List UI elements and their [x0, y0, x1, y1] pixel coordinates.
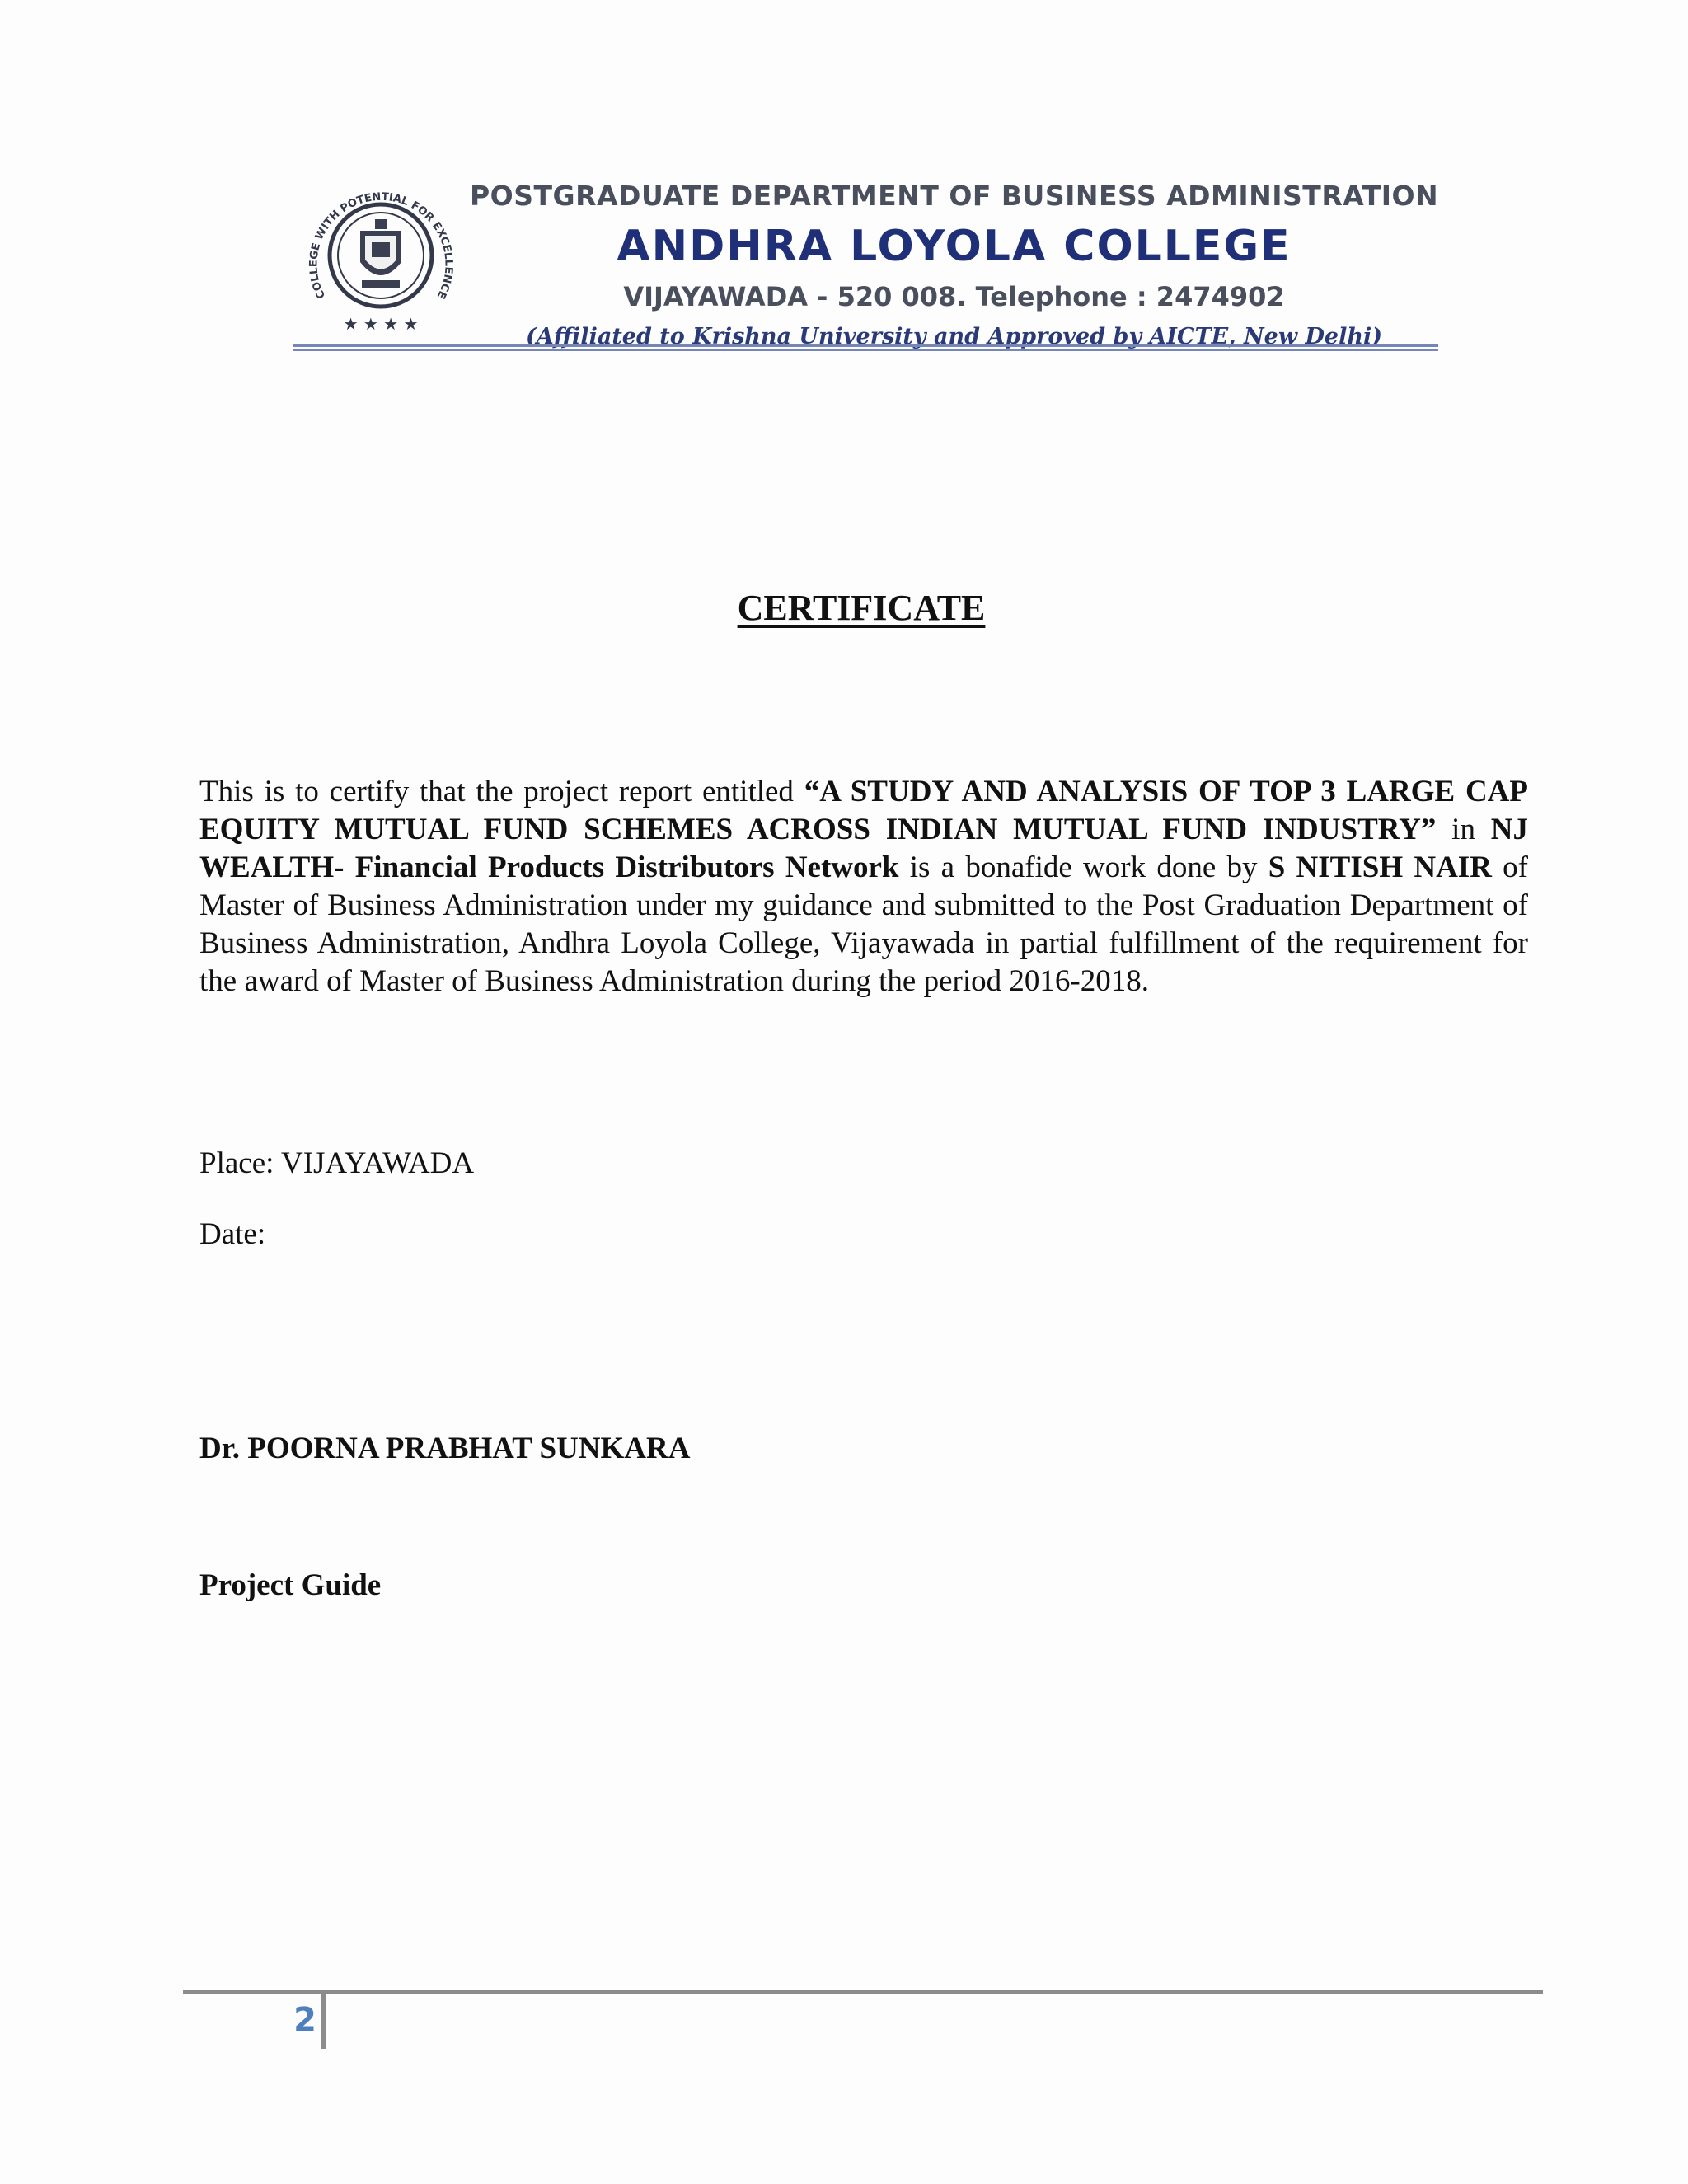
seal-stars: ★ ★ ★ ★: [343, 314, 419, 334]
guide-role: Project Guide: [199, 1568, 382, 1602]
department-name: POSTGRADUATE DEPARTMENT OF BUSINESS ADMINISTRATION: [470, 180, 1439, 212]
report-title: “A STUDY AND ANALYSIS OF TOP 3 LARGE CAP EQUITY MUTUAL FUND SCHEMES ACROSS INDIAN MUTUAL FUND INDUSTRY”: [199, 775, 1528, 846]
body-in-text: in: [1436, 813, 1491, 846]
college-address: VIJAYAWADA - 520 008. Telephone : 2474902: [623, 281, 1285, 312]
student-name: S NITISH NAIR: [1268, 851, 1492, 884]
organization-name: NJ WEALTH- Financial Products Distributors Network: [199, 813, 1528, 884]
letterhead-divider: [293, 344, 1438, 351]
certificate-body: [199, 773, 1528, 1001]
body-intro: This is to certify that the project report entitled: [199, 775, 804, 808]
college-affiliation: (Affiliated to Krishna University and Approved by AICTE, New Delhi): [526, 324, 1382, 349]
seal-motto: COLLEGE WITH POTENTIAL FOR EXCELLENCE: [307, 190, 455, 301]
college-name: ANDHRA LOYOLA COLLEGE: [617, 222, 1292, 271]
certificate-title: CERTIFICATE: [737, 588, 986, 628]
place-line: Place: VIJAYAWADA: [199, 1146, 475, 1180]
letterhead-text: [470, 165, 1438, 349]
footer-rule: [183, 1990, 1543, 1994]
page-number: 2: [293, 2001, 316, 2039]
date-line: Date:: [199, 1217, 266, 1251]
footer-vertical-rule: [321, 1990, 326, 2049]
body-remainder: of Master of Business Administration under my guidance and submitted to the Post Graduation Department of Business Administration, Andhra Loyola College, Vijayawada in partial fulfillment of the requirement for the award of Master of Business Administration during the period 2016-2018.: [199, 851, 1528, 998]
body-work-text: is a bonafide work done by: [898, 851, 1268, 884]
college-seal-icon: [293, 173, 470, 350]
guide-name: Dr. POORNA PRABHAT SUNKARA: [199, 1432, 691, 1465]
letterhead: [293, 165, 1438, 363]
